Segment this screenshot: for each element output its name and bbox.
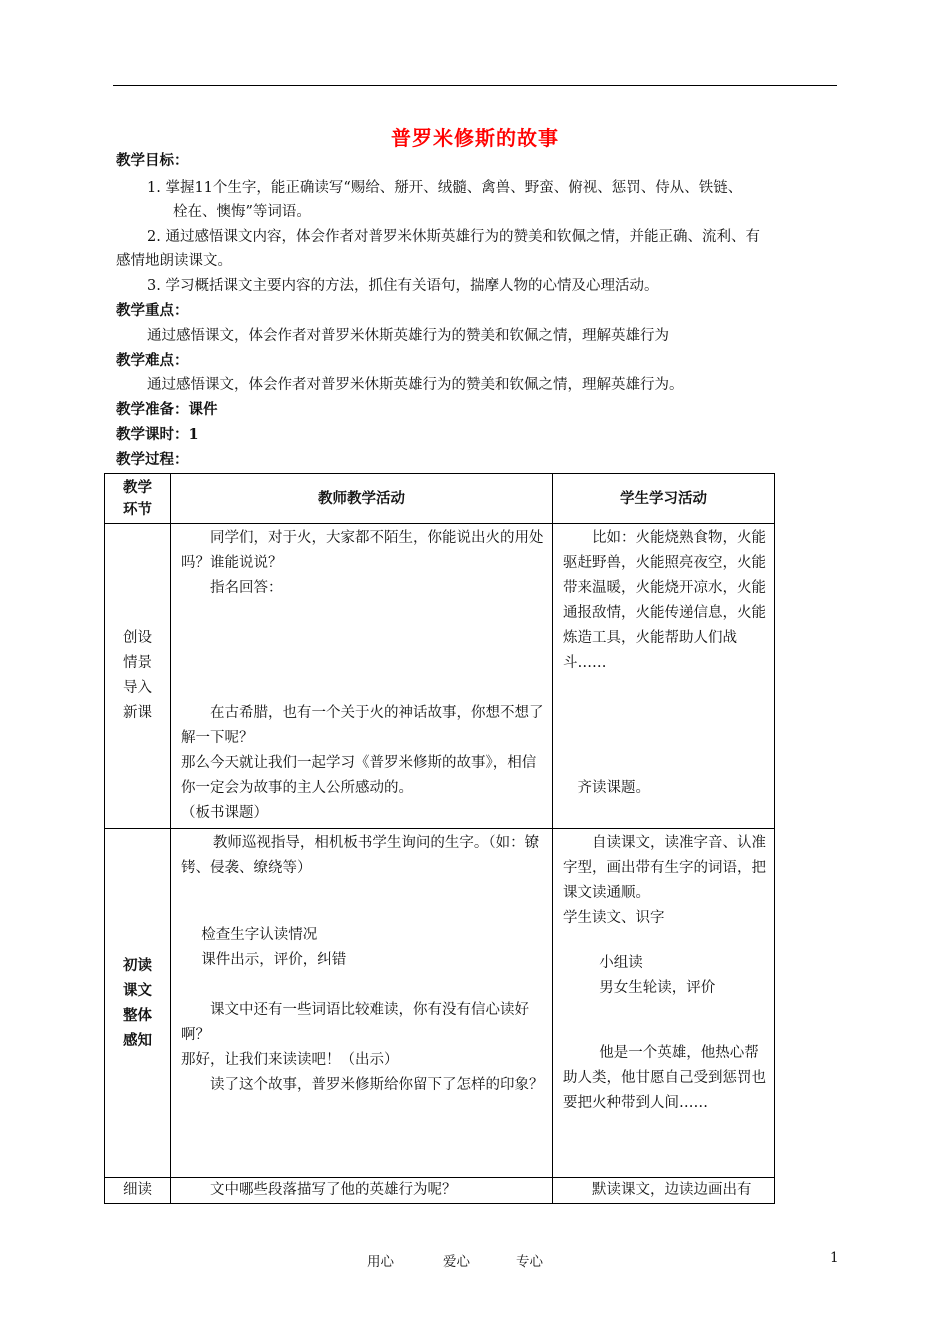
student-paragraph: 默读课文，边读边画出有 (592, 1182, 752, 1198)
key-points-heading: 教学重点： (116, 302, 189, 319)
teacher-paragraph: 在古希腊，也有一个关于火的神话故事，你想不想了解一下呢？ (181, 705, 544, 746)
teacher-paragraph: （板书课题） (181, 805, 268, 821)
student-paragraph: 自读课文，读准字音、认准字型，画出带有生字的词语，把课文读通顺。 (563, 835, 766, 901)
table-row (105, 1178, 775, 1204)
teacher-activity-cell (171, 1178, 553, 1204)
stage-label: 创设 (123, 630, 152, 646)
stage-label: 情景 (123, 655, 152, 671)
footer-word: 爱心 (443, 1254, 470, 1270)
process-heading: 教学过程： (116, 451, 189, 468)
student-paragraph: 小组读 (599, 955, 643, 971)
header-rule (113, 85, 837, 86)
table-row (105, 829, 775, 1178)
stage-cell (105, 829, 171, 1178)
process-table (104, 473, 775, 1204)
stage-cell (105, 524, 171, 829)
key-points-text: 通过感悟课文，体会作者对普罗米休斯英雄行为的赞美和钦佩之情，理解英雄行为 (147, 328, 669, 344)
table-header-row (105, 474, 775, 524)
student-paragraph: 男女生轮读，评价 (599, 980, 716, 996)
student-activity-cell (553, 524, 775, 829)
student-activity-header: 学生学习活动 (553, 474, 775, 524)
objective-2-line-1: 2. 通过感悟课文内容，体会作者对普罗米休斯英雄行为的赞美和钦佩之情，并能正确、流利、有 (147, 229, 760, 245)
teacher-paragraph: 课件出示，评价，纠错 (201, 952, 347, 968)
stage-label: 新课 (123, 705, 152, 721)
student-paragraph: 学生读文、识字 (563, 910, 665, 926)
student-paragraph: 他是一个英雄，他热心帮助人类，他甘愿自己受到惩罚也要把火种带到人间…… (563, 1045, 766, 1111)
teacher-activity-cell (171, 524, 553, 829)
student-paragraph: 齐读课题。 (577, 780, 650, 796)
table-row (105, 524, 775, 829)
objective-1-line-2: 栓在、懊悔”等词语。 (173, 204, 311, 220)
class-hours: 教学课时：1 (116, 426, 199, 443)
objectives-heading: 教学目标： (116, 152, 189, 169)
teacher-paragraph: 检查生字认读情况 (201, 927, 318, 943)
objective-3: 3. 学习概括课文主要内容的方法，抓住有关语句，揣摩人物的心情及心理活动。 (147, 278, 659, 294)
preparation: 教学准备：课件 (116, 401, 218, 418)
stage-label: 整体 (123, 1007, 152, 1024)
teacher-paragraph: 文中哪些段落描写了他的英雄行为呢？ (210, 1182, 457, 1198)
stage-header-line-1: 教学 (123, 478, 152, 496)
objective-1-line-1: 1. 掌握11个生字，能正确读写“赐给、掰开、绒髓、禽兽、野蛮、俯视、惩罚、侍从、铁链、 (147, 180, 743, 196)
teacher-paragraph: 同学们，对于火，大家都不陌生，你能说出火的用处吗？谁能说说？ (181, 530, 544, 571)
teacher-activity-cell (171, 829, 553, 1178)
footer-word: 用心 (367, 1254, 394, 1270)
stage-label: 初读 (123, 957, 152, 974)
stage-label: 导入 (123, 680, 152, 696)
stage-label: 课文 (123, 982, 152, 999)
document-title: 普罗米修斯的故事 (391, 126, 559, 150)
stage-cell (105, 1178, 171, 1204)
page-number: 1 (830, 1250, 839, 1266)
teacher-paragraph: 指名回答： (210, 580, 283, 596)
student-paragraph: 比如：火能烧熟食物，火能驱赶野兽，火能照亮夜空，火能带来温暖，火能烧开凉水，火能通报敌情，火能传递信息，火能炼造工具，火能帮助人们战斗…… (563, 530, 766, 671)
footer-word: 专心 (516, 1254, 543, 1270)
stage-header (105, 474, 171, 524)
teacher-paragraph: 那好，让我们来读读吧！（出示） (181, 1052, 399, 1068)
teacher-paragraph: 课文中还有一些词语比较难读，你有没有信心读好啊？ (181, 1002, 529, 1043)
teacher-paragraph: 教师巡视指导，相机板书学生询问的生字。（如：镣铐、侵袭、缭绕等） (181, 835, 540, 876)
teacher-paragraph: 那么今天就让我们一起学习《普罗米修斯的故事》，相信你一定会为故事的主人公所感动的。 (181, 755, 537, 796)
teacher-paragraph: 读了这个故事，普罗米修斯给你留下了怎样的印象？ (210, 1077, 544, 1093)
stage-label: 感知 (123, 1032, 152, 1049)
stage-label: 细读 (123, 1182, 152, 1198)
student-activity-cell (553, 1178, 775, 1204)
student-activity-cell (553, 829, 775, 1178)
difficulties-heading: 教学难点： (116, 352, 189, 369)
objective-2-line-2: 感情地朗读课文。 (116, 253, 232, 269)
stage-header-line-2: 环节 (123, 500, 152, 518)
difficulties-text: 通过感悟课文，体会作者对普罗米休斯英雄行为的赞美和钦佩之情，理解英雄行为。 (147, 377, 684, 393)
teacher-activity-header: 教师教学活动 (171, 474, 553, 524)
